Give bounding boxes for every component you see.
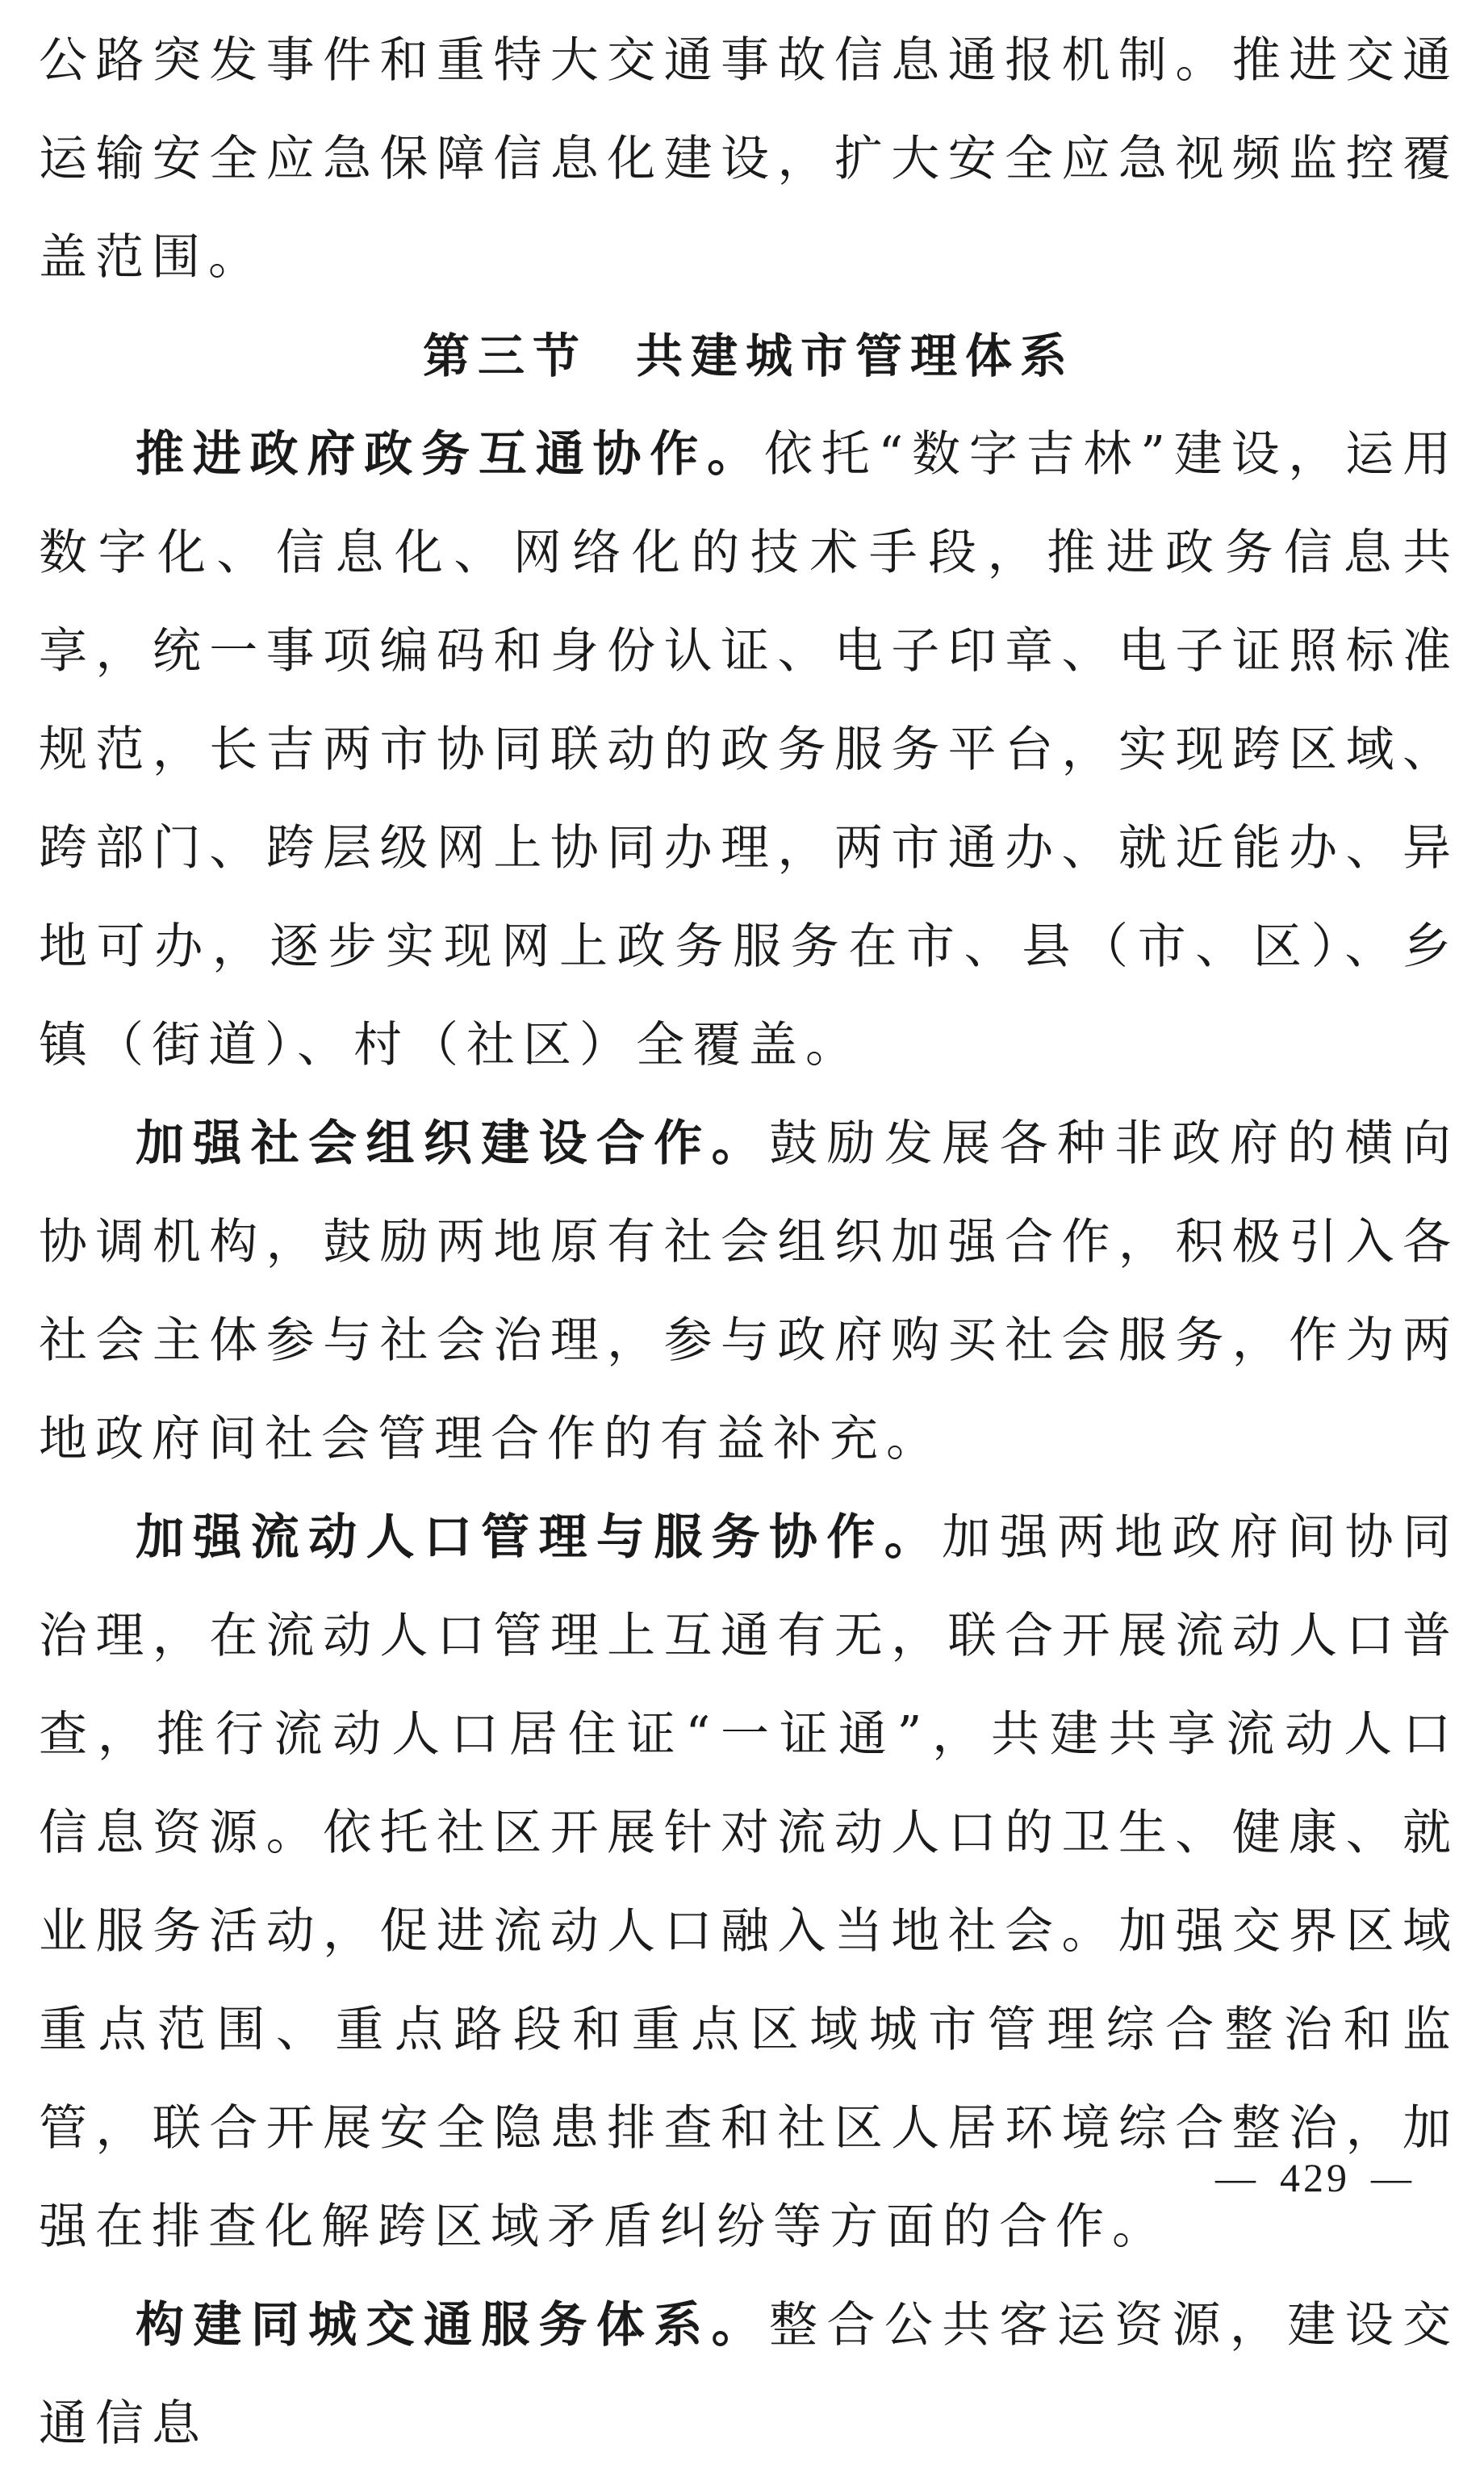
paragraph-transport-services	[39, 2276, 1459, 2473]
paragraph-lead: 加强社会组织建设合作。	[136, 1115, 769, 1172]
paragraph-lead: 加强流动人口管理与服务协作。	[136, 1509, 943, 1566]
paragraph-social-organizations	[39, 1094, 1459, 1488]
body-text	[39, 11, 1459, 2473]
intro-paragraph: 公路突发事件和重特大交通事故信息通报机制。推进交通运输安全应急保障信息化建设，扩大安全应急视频监控覆盖范围。	[39, 32, 1459, 286]
paragraph-body: 加强两地政府间协同治理，在流动人口管理上互通有无，联合开展流动人口普查，推行流动人口居住证“一证通”，共建共享流动人口信息资源。依托社区开展针对流动人口的卫生、健康、就业服务活动，促进流动人口融入当地社会。加强交界区域重点范围、重点路段和重点区域城市管理综合整治和监管，联合开展安全隐患排查和社区人居环境综合整治，加强在排查化解跨区域矛盾纠纷等方面的合作。	[39, 1509, 1460, 2255]
page-number: 429	[1280, 2155, 1350, 2200]
paragraph-government-affairs	[39, 405, 1459, 1094]
paragraph-body: 依托“数字吉林”建设，运用数字化、信息化、网络化的技术手段，推进政务信息共享，统一事项编码和身份认证、电子印章、电子证照标准规范，长吉两市协同联动的政务服务平台，实现跨区域、跨部门、跨层级网上协同办理，两市通办、就近能办、异地可办，逐步实现网上政务服务在市、县（市、区）、乡镇（街道）、村（社区）全覆盖。	[39, 426, 1459, 1073]
footer-dash-left: —	[1215, 2155, 1259, 2200]
footer-dash-right: —	[1371, 2155, 1415, 2200]
section-heading	[39, 307, 1459, 405]
section-number: 第三节	[422, 328, 587, 383]
page-footer	[0, 2153, 1484, 2202]
section-title: 共建城市管理体系	[636, 328, 1076, 383]
paragraph-body: 整合公共客运资源，建设交通信息	[39, 2297, 1459, 2452]
paragraph-lead: 推进政府政务互通协作。	[136, 426, 764, 483]
paragraph-body: 鼓励发展各种非政府的横向协调机构，鼓励两地原有社会组织加强合作，积极引入各社会主体参与社会治理，参与政府购买社会服务，作为两地政府间社会管理合作的有益补充。	[39, 1115, 1459, 1467]
paragraph-lead: 构建同城交通服务体系。	[136, 2297, 769, 2354]
